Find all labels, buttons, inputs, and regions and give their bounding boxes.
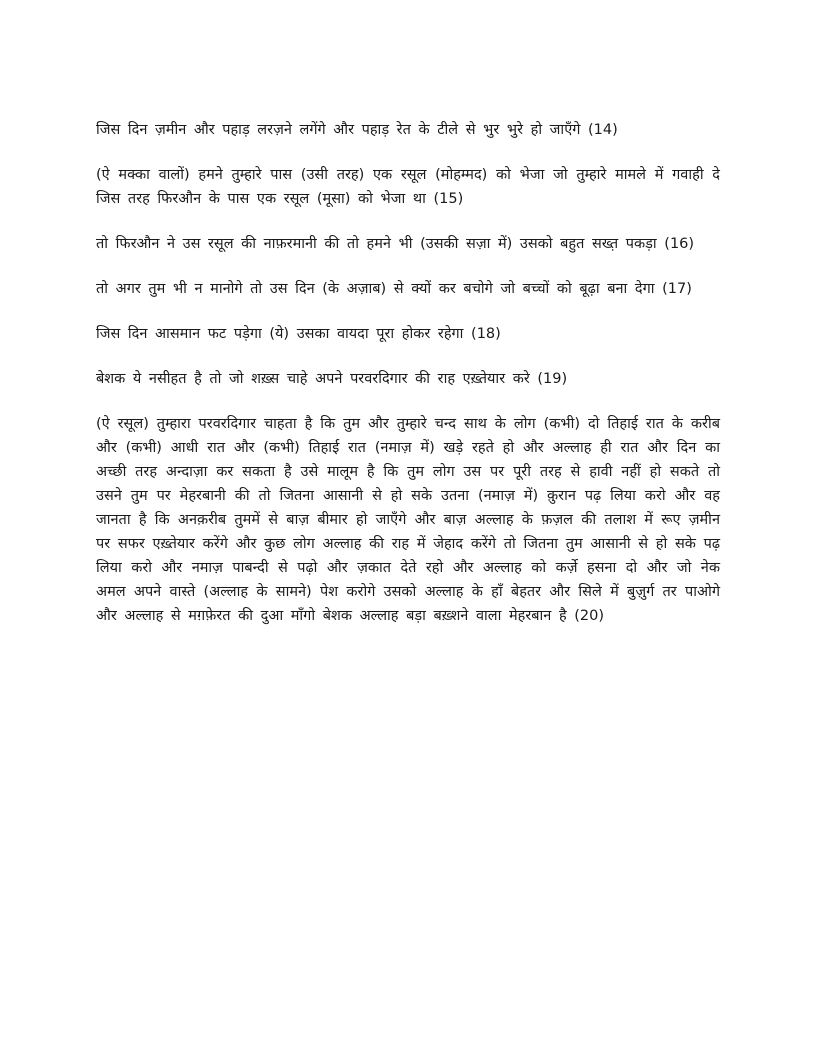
verse-18: जिस दिन आसमान फट पड़ेगा (ये) उसका वायदा पूरा होकर रहेगा (18) — [96, 326, 501, 342]
document-page — [96, 118, 720, 649]
verse-15: (ऐ मक्का वालों) हमने तुम्हारे पास (उसी तरह) एक रसूल (मोहम्मद) को भेजा जो तुम्हारे मामले में गवाही दे जिस तरह फिरऔन के पास एक रसूल (मूसा) को भेजा था (15) — [96, 167, 720, 207]
verse-20: (ऐ रसूल) तुम्हारा परवरदिगार चाहता है कि तुम और तुम्हारे चन्द साथ के लोग (कभी) दो तिहाई रात के करीब और (कभी) आधी रात और (कभी) तिहाई रात (नमाज़ में) खड़े रहते हो और अल्लाह ही रात और दिन का अच्छी तरह अन्दाज़ा कर सकता है उसे मालूम है कि तुम लोग उस पर पूरी तरह से हावी नहीं हो सकते तो उसने तुम पर मेहरबानी की तो जितना आसानी से हो सके उतना (नमाज़ में) क़ुरान पढ़ लिया करो और वह जानता है कि अनक़रीब तुममें से बाज़ बीमार हो जाएँगे और बाज़ अल्लाह के फ़ज़ल की तलाश में रूए ज़मीन पर सफर एख़्तेयार करेंगे और कुछ लोग अल्लाह की राह में जेहाद करेंगे तो जितना तुम आसानी से हो सके पढ़ लिया करो और नमाज़ पाबन्दी से पढ़ो और ज़कात देते रहो और अल्लाह को कर्ज़े हसना दो और जो नेक अमल अपने वास्ते (अल्लाह के सामने) पेश करोगे उसको अल्लाह के हाँ बेहतर और सिले में बुज़ुर्ग तर पाओगे और अल्लाह से मग़फ़ेरत की दुआ माँगो बेशक अल्लाह बड़ा बख़्शने वाला मेहरबान है (20) — [96, 416, 720, 624]
verse-16: तो फिरऔन ने उस रसूल की नाफ़रमानी की तो हमने भी (उसकी सज़ा में) उसको बहुत सख्त़ पकड़ा (16) — [96, 236, 695, 252]
verse-14: जिस दिन ज़मीन और पहाड़ लरज़ने लगेंगे और पहाड़ रेत के टीले से भुर भुरे हो जाएँगे (14) — [96, 122, 618, 138]
verse-17: तो अगर तुम भी न मानोगे तो उस दिन (के अज़ाब) से क्यों कर बचोगे जो बच्चों को बूढ़ा बना देगा (17) — [96, 281, 692, 297]
verse-19: बेशक ये नसीहत है तो जो शख़्स चाहे अपने परवरदिगार की राह एख़्तेयार करे (19) — [96, 371, 568, 387]
